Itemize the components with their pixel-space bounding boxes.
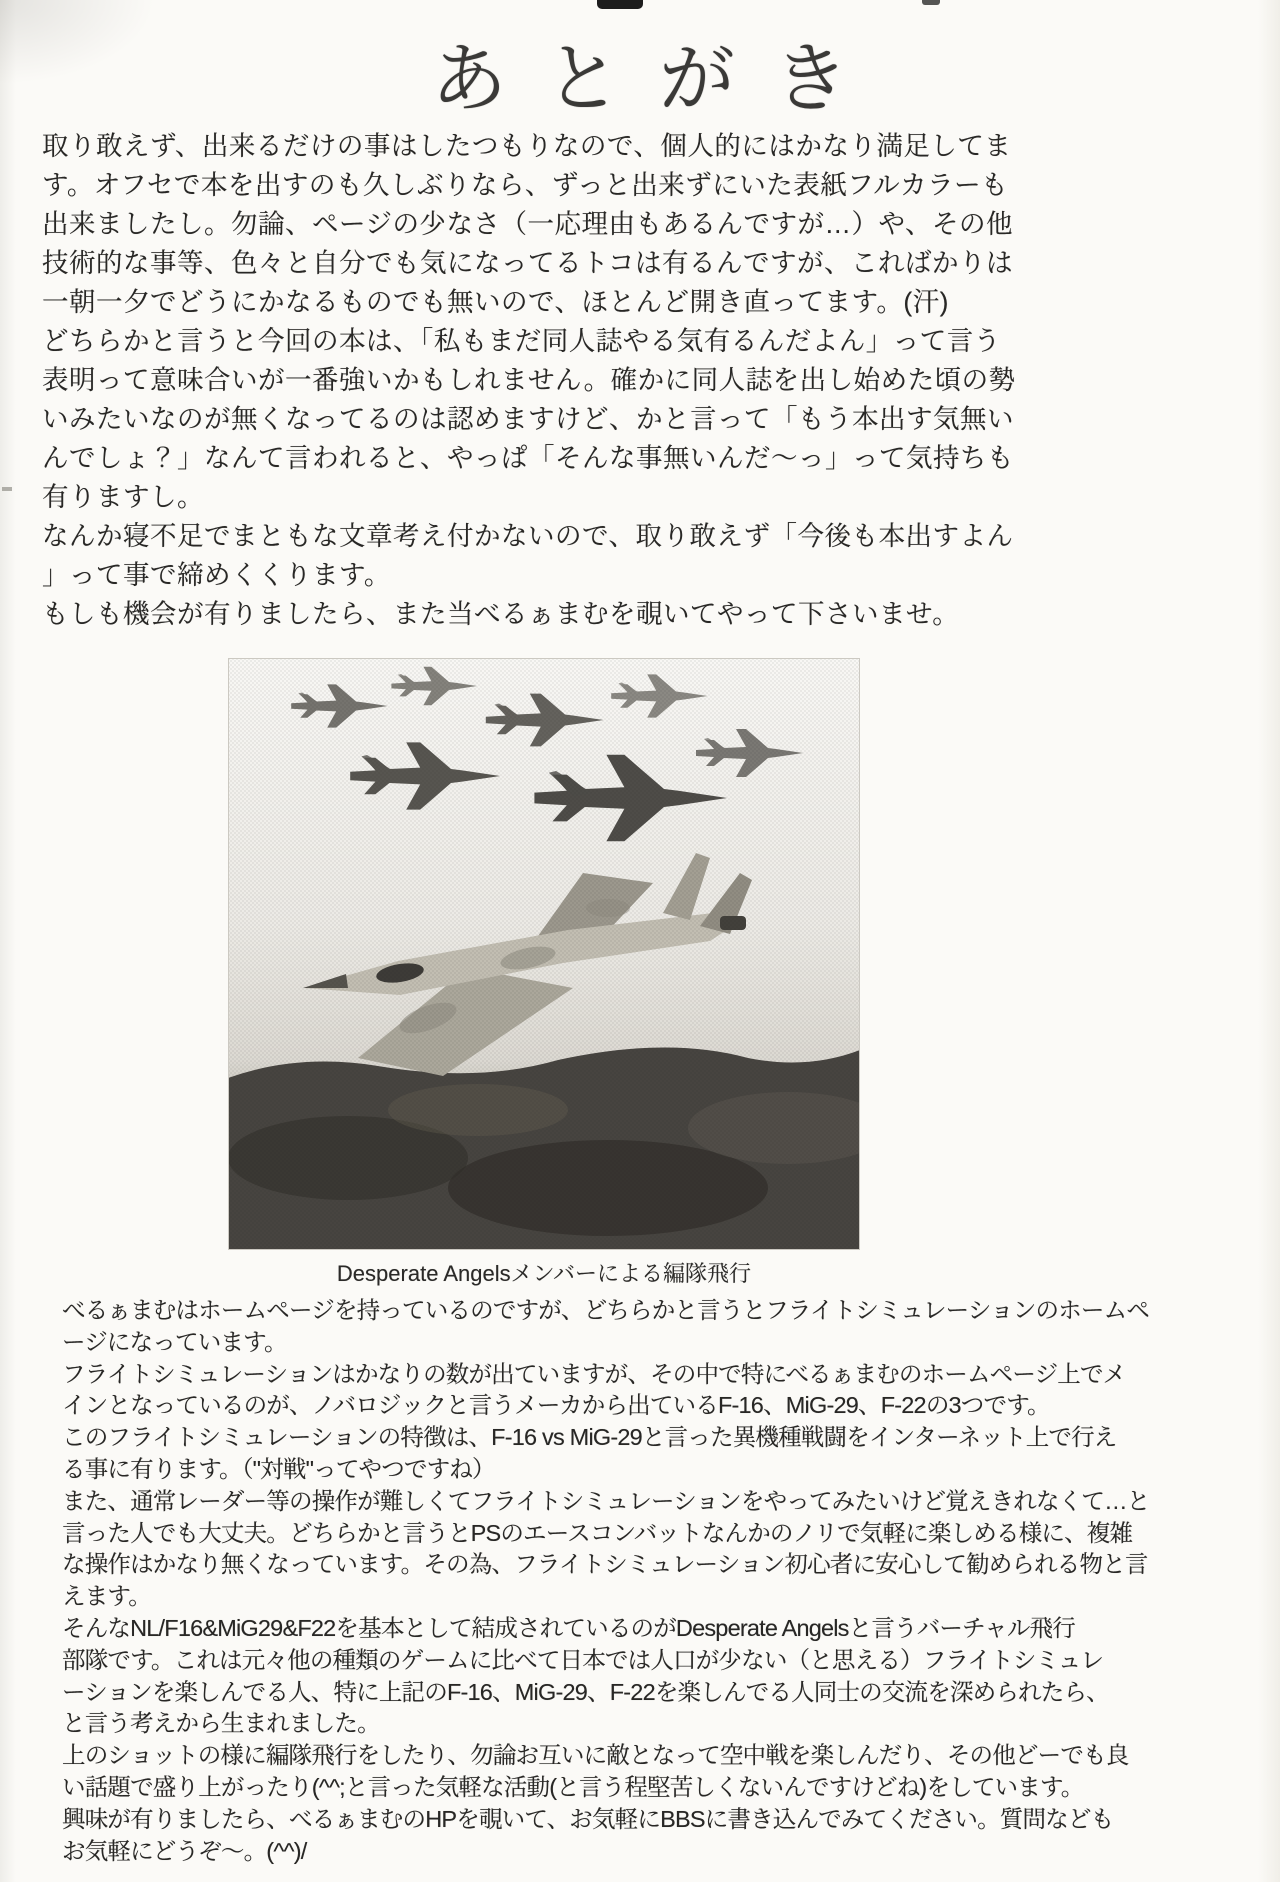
text-line: ージになっています。 [62,1328,287,1355]
text-line: ーションを楽しんでる人、特に上記のF-16、MiG-29、F-22を楽しんでる人同士の交流を深められたら、 [62,1678,1109,1705]
text-line: と言う考えから生まれました。 [62,1710,380,1737]
scan-artifact [2,487,12,491]
text-line: もしも機会が有りましたら、また当べるぁまむを覗いてやって下さいませ。 [42,599,960,629]
text-line: す。オフセで本を出すのも久しぶりなら、ずっと出来ずにいた表紙フルカラーも [42,170,1009,200]
text-line: えます。 [62,1583,151,1610]
page-title: あとがき [431,37,887,122]
text-line: 技術的な事等、色々と自分でも気になってるトコは有るんですが、こればかりは [42,248,1013,278]
text-line: お気軽にどうぞ～。(^^)/ [62,1837,307,1864]
text-line: 取り敢えず、出来るだけの事はしたつもりなので、個人的にはかなり満足してま [42,131,1012,161]
text-line: そんなNL/F16&MiG29&F22を基本として結成されているのがDesperate Angelsと言うバーチャル飛行 [62,1614,1075,1641]
jets-photo [228,658,860,1250]
text-line: 上のショットの様に編隊飛行をしたり、勿論お互いに敵となって空中戦を楽しんだり、その他どーでも良 [62,1742,1129,1769]
homepage-text [62,1295,1149,1867]
text-line: 一朝一夕でどうにかなるものでも無いので、ほとんど開き直ってます。(汗) [42,287,949,317]
text-line: 出来ましたし。勿論、ページの少なさ（一応理由もあるんですが…）や、その他 [42,209,1013,239]
scan-artifact [597,0,643,9]
jets-photo-figure [228,658,860,1288]
text-line: んでしょ？」なんて言われると、やっぱ「そんな事無いんだ～っ」って気持ちも [42,443,1014,473]
text-line: 」って事で締めくくります。 [42,560,391,590]
text-line: なんか寝不足でまともな文章考え付かないので、取り敢えず「今後も本出すよん [42,521,1014,551]
text-line: 有りますし。 [42,482,204,512]
afterword-text [42,127,1016,634]
text-line: 表明って意味合いが一番強いかもしれません。確かに同人誌を出し始めた頃の勢 [42,365,1016,395]
text-line: このフライトシミュレーションの特徴は、F-16 vs MiG-29と言った異機種戦闘をインターネット上で行え [62,1424,1117,1451]
text-line: い話題で盛り上がったり(^^;と言った気軽な活動(と言う程堅苦しくないんですけどね)をしています。 [62,1773,1084,1800]
text-line: フライトシミュレーションはかなりの数が出ていますが、その中で特にべるぁまむのホームページ上でメ [62,1360,1126,1387]
text-line: 興味が有りましたら、べるぁまむのHPを覗いて、お気軽にBBSに書き込んでみてください。質問なども [62,1805,1114,1832]
text-line: な操作はかなり無くなっています。その為、フライトシミュレーション初心者に安心して勧められる物と言 [62,1551,1148,1578]
text-line: どちらかと言うと今回の本は、「私もまだ同人誌やる気有るんだよん」って言う [42,326,1001,356]
text-line: いみたいなのが無くなってるのは認めますけど、かと言って「もう本出す気無い [42,404,1014,434]
text-line: また、通常レーダー等の操作が難しくてフライトシミュレーションをやってみたいけど覚えきれなくて…と [62,1487,1150,1514]
text-line: る事に有ります。（"対戦"ってやつですね） [62,1455,495,1482]
photo-caption: Desperate Angelsメンバーによる編隊飛行 [336,1261,752,1286]
scan-artifact [922,0,940,5]
text-line: べるぁまむはホームページを持っているのですが、どちらかと言うとフライトシミュレーションのホームペ [62,1297,1150,1323]
text-line: 言った人でも大丈夫。どちらかと言うとPSのエースコンバットなんかのノリで気軽に楽しめる様に、複雑 [62,1519,1133,1546]
jets-photo-illustration [228,658,860,1250]
text-line: インとなっているのが、ノバロジックと言うメーカから出ているF-16、MiG-29、F-22の3つです。 [62,1392,1050,1419]
text-line: 部隊です。これは元々他の種類のゲームに比べて日本では人口が少ない（と思える）フライトシミュレ [62,1646,1104,1673]
